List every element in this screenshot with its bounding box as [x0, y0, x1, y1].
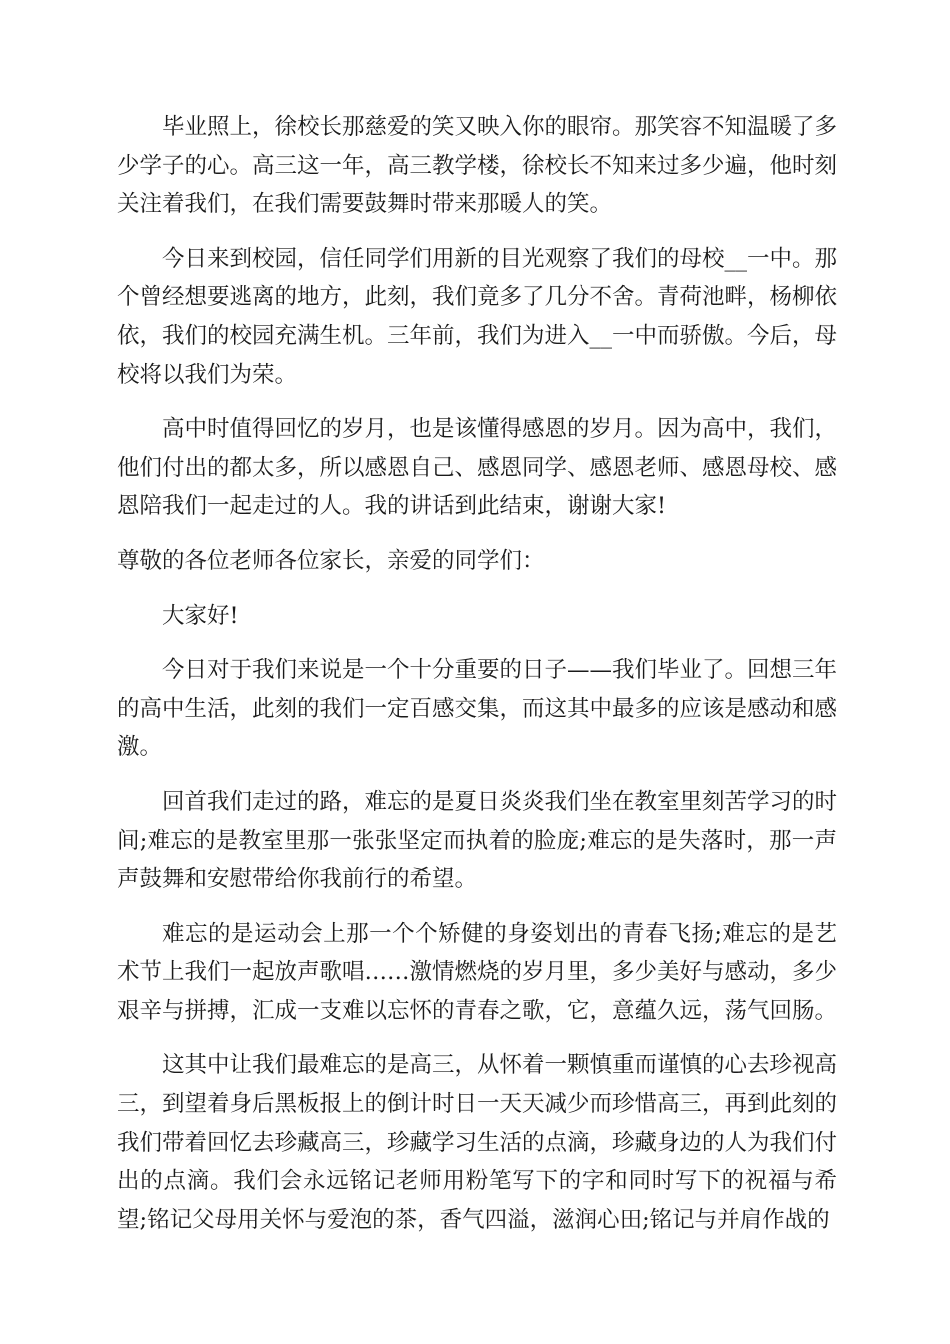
paragraph-1: 毕业照上，徐校长那慈爱的笑又映入你的眼帘。那笑容不知温暖了多少学子的心。高三这一年，高三教学楼，徐校长不知来过多少遍，他时刻关注着我们，在我们需要鼓舞时带来那暖人的笑。	[117, 114, 838, 218]
greeting: 大家好!	[162, 602, 239, 629]
paragraph-6: 今日对于我们来说是一个十分重要的日子——我们毕业了。回想三年的高中生活，此刻的我们一定百感交集，而这其中最多的应该是感动和感激。	[117, 657, 838, 761]
salutation: 尊敬的各位老师各位家长，亲爱的同学们：	[117, 547, 545, 574]
paragraph-7: 回首我们走过的路，难忘的是夏日炎炎我们坐在教室里刻苦学习的时间;难忘的是教室里那一张张坚定而执着的脸庞;难忘的是失落时，那一声声鼓舞和安慰带给你我前行的希望。	[117, 788, 838, 893]
document-body	[117, 108, 837, 1255]
paragraph-3: 高中时值得回忆的岁月，也是该懂得感恩的岁月。因为高中，我们，他们付出的都太多，所以感恩自己、感恩同学、感恩老师、感恩母校、感恩陪我们一起走过的人。我的讲话到此结束，谢谢大家!	[117, 416, 838, 520]
paragraph-8: 难忘的是运动会上那一个个矫健的身姿划出的青春飞扬;难忘的是艺术节上我们一起放声歌唱……激情燃烧的岁月里，多少美好与感动，多少艰辛与拼搏，汇成一支难以忘怀的青春之歌，它，意蕴久远，荡气回肠。	[117, 920, 838, 1024]
paragraph-9: 这其中让我们最难忘的是高三，从怀着一颗慎重而谨慎的心去珍视高三，到望着身后黑板报上的倒计时日一天天减少而珍惜高三，再到此刻的我们带着回忆去珍藏高三，珍藏学习生活的点滴，珍藏身边的人为我们付出的点滴。我们会永远铭记老师用粉笔写下的字和同时写下的祝福与希望;铭记父母用关怀与爱泡的茶，香气四溢，滋润心田;铭记与并肩作战的	[117, 1052, 838, 1233]
paragraph-2: 今日来到校园，信任同学们用新的目光观察了我们的母校__一中。那个曾经想要逃离的地方，此刻，我们竟多了几分不舍。青荷池畔，杨柳依依，我们的校园充满生机。三年前，我们为进入__一中而骄傲。今后，母校将以我们为荣。	[117, 245, 838, 388]
